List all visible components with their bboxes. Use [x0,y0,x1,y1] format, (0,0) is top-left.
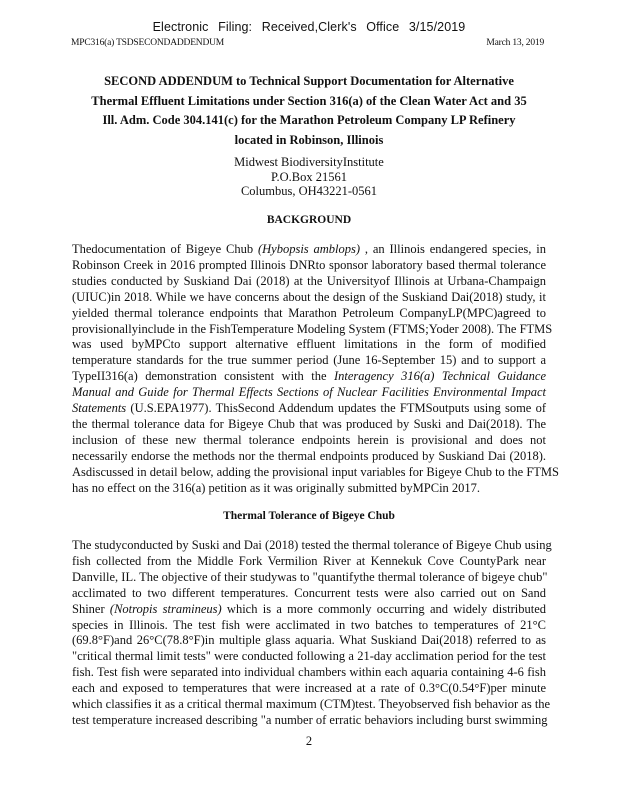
paragraph-line [72,321,553,338]
paragraph-line [72,417,546,433]
line-text: (69.8°F)and 26°C(78.8°F)in multiple glass aquaria. What Suskiand Dai(2018) referred to as [72,633,546,648]
line-text: has no effect on the 316(a) petition as it was originally submitted byMPCin 2017. [72,480,481,495]
line-text: Interagency 316(a) Technical Guidance [333,369,546,384]
line-text: provisionallyinclude in the FishTemperature Modeling System (FTMS;Yoder 2008). The FTMS [72,321,553,336]
line-text: the thermal tolerance data for Bigeye Chub that was produced by Suski and Dai(2018). The [72,416,546,431]
page-number: 2 [305,734,313,748]
line-text: acclimated to two different temperatures. Concurrent tests were also carried out on Sand [72,585,546,600]
line-text: test temperature increased describing "a number of erratic behaviors including burst swimming [72,712,548,727]
paragraph-line [72,570,546,586]
paragraph-line [72,713,546,729]
paragraph-line [72,554,546,570]
line-text: Thedocumentation of Bigeye Chub [72,242,258,256]
paragraph-line [72,681,546,697]
running-header-left: MPC316(a) TSDSECONDADDENDUM [71,38,225,48]
paragraph-line [72,481,546,497]
paragraph-line [72,649,546,665]
paragraph-line [72,274,546,290]
paragraph-line [72,602,546,618]
line-text: species in Illinois. The test fish were acclimated in two batches to temperatures of 21°C [72,617,546,632]
title-line: located in Robinson, Illinois [234,132,384,147]
line-text: temperature standards for the true summer period (June 16-September 15) and to support a [72,353,546,368]
paragraph-line [72,464,559,481]
title-line: SECOND ADDENDUM to Technical Support Documentation for Alternative [104,74,514,88]
paragraph-line [72,697,551,713]
line-text: fish collected from the Middle Fork Vermilion River at Kennekuk Cove CountyPark near [72,553,546,568]
line-text: fish. Test fish were separated into individual chambers within each aquaria containing 4-6 fish [72,665,546,680]
line-text: Asdiscussed in detail below, adding the provisional input variables for Bigeye Chub to the FTMS [72,464,559,479]
line-text: which is a more commonly occurring and widely distributed [221,601,546,616]
line-text: (Hybopsis amblops) [257,242,361,256]
title-line: Thermal Effluent Limitations under Section 316(a) of the Clean Water Act and 35 [91,93,527,108]
paragraph-line [72,258,546,274]
paragraph-line [72,449,546,465]
line-text: was used byMPCto support alternative effluent limitations in the form of modified [72,337,546,352]
paragraph-line [72,337,546,353]
title-line: Ill. Adm. Code 304.141(c) for the Marathon Petroleum Company LP Refinery [102,113,516,127]
line-text: each and exposed to temperatures that were increased at a rate of 0.3°C(0.54°F)per minute [72,681,546,696]
line-text: (UIUC)in 2018. While we have concerns about the design of the Suskiand Dai(2018) study, it [72,289,546,304]
background-paragraph [72,242,559,497]
paragraph-line [72,353,546,369]
line-text: which classifies it as a critical thermal maximum (CTM)test. Theyobserved fish behavior as the [72,697,551,712]
line-text: inclusion of these new thermal tolerance endpoints herein is provisional and does not [72,432,546,447]
thermal-tolerance-paragraph [72,538,552,729]
line-text: The studyconducted by Suski and Dai (2018) tested the thermal tolerance of Bigeye Chub using [72,538,552,552]
background-heading: BACKGROUND [266,214,352,226]
line-text: studies conducted by Suskiand Dai (2018) at the Universityof Illinois at Urbana-Champaign [72,273,546,288]
line-text: TypeII316(a) demonstration consistent with the [72,369,334,384]
address-org: Midwest BiodiversityInstitute [234,155,384,169]
line-text: Danville, IL. The objective of their studywas to "quantifythe thermal tolerance of bigeye chub" [72,569,548,584]
line-text: necessarily endorse the methods nor the thermal endpoints produced by Suskiand Dai (2018). [72,448,546,463]
paragraph-line [72,385,546,401]
paragraph-line [72,369,546,385]
line-text: Manual and Guide for Thermal Effects Sections of Nuclear Facilities Environmental Impact [72,385,546,400]
author-address [0,155,618,199]
running-header-date: March 13, 2019 [486,38,544,48]
paragraph-line [72,538,552,554]
line-text: Shiner [72,601,110,616]
address-pobox: P.O.Box 21561 [270,169,348,184]
line-text: Robinson Creek in 2016 prompted Illinois DNRto sponsor laboratory based thermal tolerance [72,257,546,272]
line-text: (Notropis stramineus) [109,601,222,616]
document-title [72,72,546,150]
line-text: "critical thermal limit tests" were conducted following a 21-day acclimation period for the test [72,649,546,664]
filing-stamp: Electronic Filing: Received,Clerk's Office 3/15/2019 [152,20,466,34]
paragraph-line [72,586,546,602]
paragraph-line [72,290,546,306]
address-city: Columbus, OH43221-0561 [240,184,378,199]
paragraph-line [72,306,546,322]
line-text: (U.S.EPA1977). ThisSecond Addendum updates the FTMSoutputs using some of [126,401,546,416]
paragraph-line [72,665,546,681]
line-text: , an Illinois endangered species, in [360,242,546,256]
line-text: Statements [72,401,127,416]
paragraph-line [72,242,546,258]
line-text: yielded thermal tolerance endpoints that Marathon Petroleum CompanyLP(MPC)agreed to [72,305,546,320]
paragraph-line [72,433,546,449]
thermal-tolerance-heading: Thermal Tolerance of Bigeye Chub [223,510,395,522]
paragraph-line [72,401,546,417]
paragraph-line [72,633,546,649]
paragraph-line [72,618,546,634]
